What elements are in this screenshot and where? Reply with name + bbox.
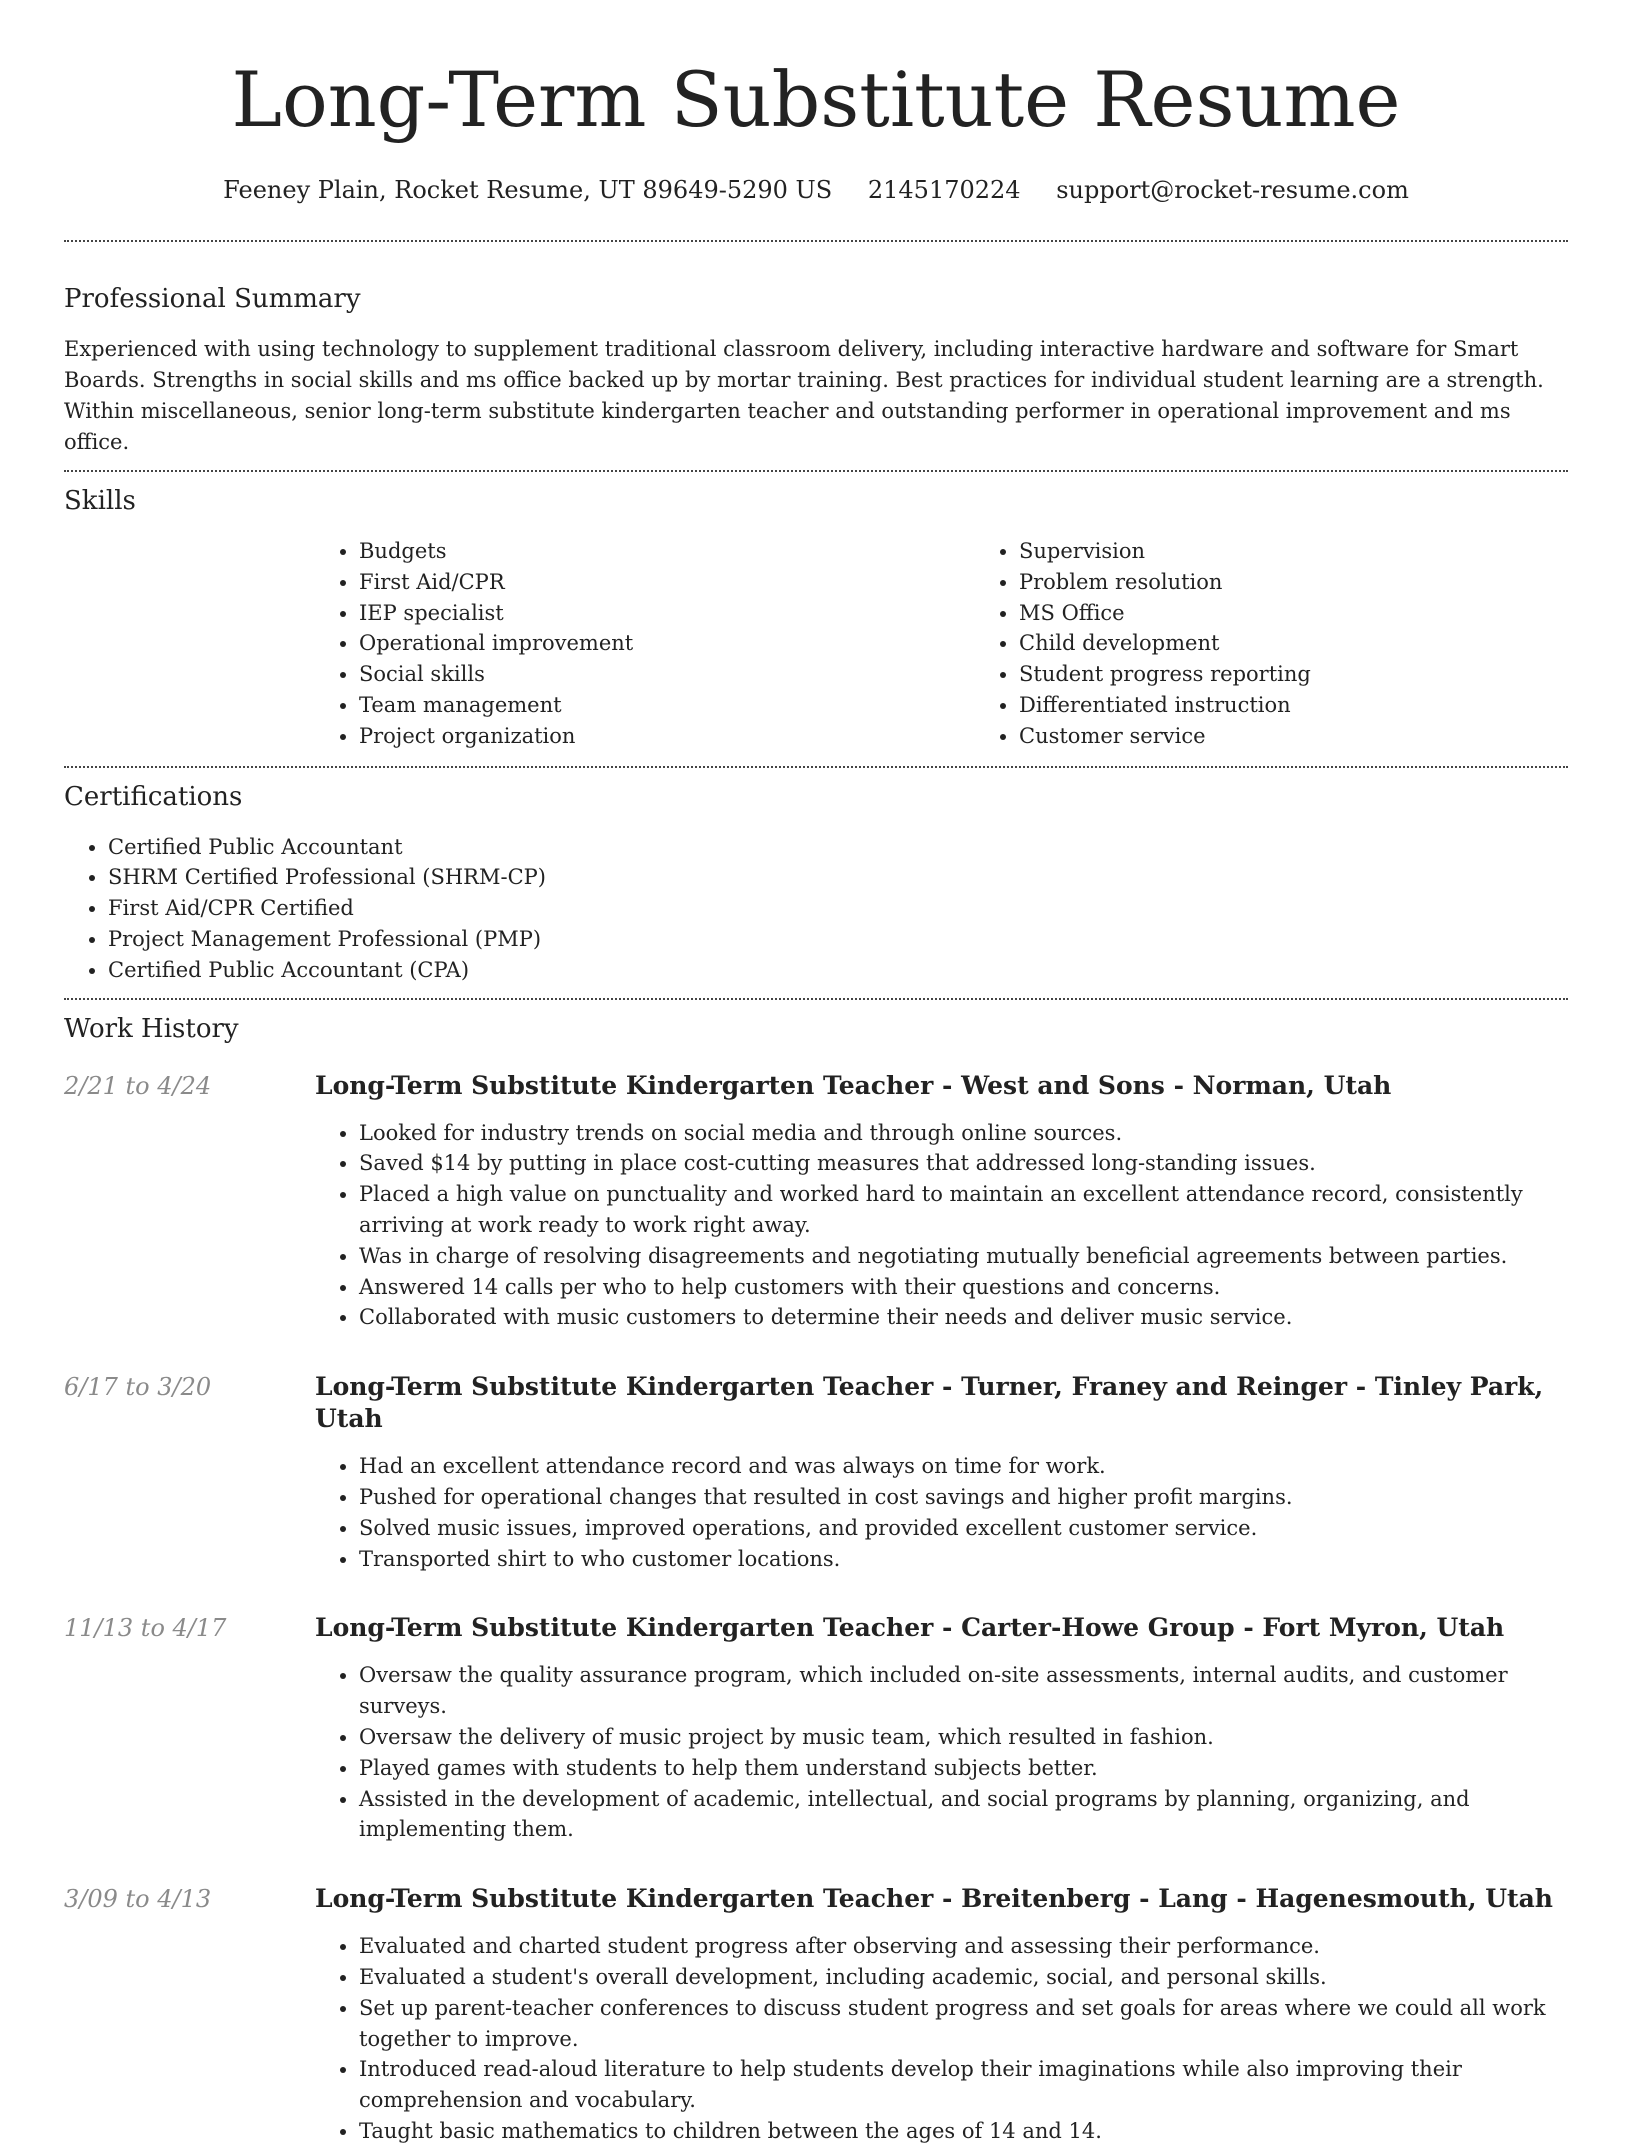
- work-history-heading: Work History: [64, 1013, 239, 1044]
- skill-item: • First Aid/CPR: [359, 567, 975, 598]
- skill-item: • Problem resolution: [1019, 567, 1632, 598]
- summary-section: [64, 282, 1568, 458]
- job-body: [315, 1612, 1568, 1845]
- job-bullets: [315, 1931, 1568, 2147]
- skill-item: • Budgets: [359, 536, 975, 567]
- job-bullet: • Transported shirt to who customer locations.: [359, 1544, 1568, 1575]
- skill-item: • Student progress reporting: [1019, 659, 1632, 690]
- skill-item: • Child development: [1019, 628, 1632, 659]
- skill-item: • IEP specialist: [359, 598, 975, 629]
- job-bullets: [315, 1451, 1568, 1574]
- certification-item: • First Aid/CPR Certified: [108, 893, 1568, 924]
- job-bullet: • Evaluated and charted student progress after observing and assessing their performance.: [359, 1931, 1568, 1962]
- skill-item: • Differentiated instruction: [1019, 690, 1632, 721]
- contact-address: Feeney Plain, Rocket Resume, UT 89649-5290 US: [223, 176, 833, 204]
- job-bullet: • Set up parent-teacher conferences to discuss student progress and set goals for areas where we could all work together to improve.: [359, 1993, 1568, 2055]
- skill-item: • Operational improvement: [359, 628, 975, 659]
- job-title: Long-Term Substitute Kindergarten Teacher - Breitenberg - Lang - Hagenesmouth, Utah: [315, 1884, 1553, 1914]
- skill-item: • MS Office: [1019, 598, 1632, 629]
- summary-heading: Professional Summary: [64, 284, 361, 314]
- section-divider: [64, 470, 1568, 472]
- job-bullet: • Oversaw the quality assurance program, which included on-site assessments, internal audits, and customer surveys.: [359, 1660, 1568, 1722]
- job-entry: [64, 1070, 1568, 1334]
- contact-info: [64, 170, 1568, 210]
- job-body: [315, 1371, 1568, 1574]
- skill-item: • Social skills: [359, 659, 975, 690]
- section-divider: [64, 998, 1568, 1000]
- skill-item: • Project organization: [359, 721, 975, 752]
- job-body: [315, 1883, 1568, 2147]
- certifications-list: [64, 832, 1568, 986]
- job-entry: [64, 1612, 1568, 1845]
- certifications-section: [64, 780, 1568, 986]
- job-body: [315, 1070, 1568, 1334]
- certification-item: • SHRM Certified Professional (SHRM-CP): [108, 862, 1568, 893]
- job-bullet: • Had an excellent attendance record and was always on time for work.: [359, 1451, 1568, 1482]
- resume-title: Long-Term Substitute Resume: [231, 55, 1401, 144]
- job-bullet: • Looked for industry trends on social media and through online sources.: [359, 1118, 1568, 1149]
- job-bullet: • Solved music issues, improved operations, and provided excellent customer service.: [359, 1513, 1568, 1544]
- skill-item: • Supervision: [1019, 536, 1632, 567]
- job-dates: 6/17 to 3/20: [64, 1373, 212, 1402]
- certifications-heading: Certifications: [64, 781, 243, 812]
- job-title: Long-Term Substitute Kindergarten Teacher - Carter-Howe Group - Fort Myron, Utah: [315, 1613, 1505, 1643]
- job-dates: 11/13 to 4/17: [64, 1614, 227, 1643]
- work-history-section: [64, 1012, 1568, 2147]
- job-dates: 2/21 to 4/24: [64, 1071, 212, 1100]
- job-bullets: [315, 1660, 1568, 1845]
- job-bullet: • Oversaw the delivery of music project by music team, which resulted in fashion.: [359, 1722, 1568, 1753]
- job-entry: [64, 1371, 1568, 1574]
- job-bullet: • Taught basic mathematics to children between the ages of 14 and 14.: [359, 2116, 1568, 2147]
- certification-item: • Project Management Professional (PMP): [108, 924, 1568, 955]
- job-bullet: • Evaluated a student's overall development, including academic, social, and personal skills.: [359, 1962, 1568, 1993]
- skills-section: [64, 484, 1568, 752]
- contact-phone: 2145170224: [867, 176, 1021, 204]
- job-bullet: • Saved $14 by putting in place cost-cutting measures that addressed long-standing issues.: [359, 1148, 1568, 1179]
- job-dates: 3/09 to 4/13: [64, 1885, 212, 1914]
- job-bullet: • Placed a high value on punctuality and worked hard to maintain an excellent attendance record, consistently arriving at work ready to work right away.: [359, 1179, 1568, 1241]
- job-bullets: [315, 1118, 1568, 1334]
- summary-text: Experienced with using technology to supplement traditional classroom delivery, including interactive hardware and software for Smart Boards. Strengths in social skills and ms office backed up by mortar training. Best practices for individual student learning are a strength. Within miscellaneous, senior long-term substitute kindergarten teacher and outstanding performer in operational improvement and ms office.: [64, 337, 1544, 454]
- job-bullet: • Assisted in the development of academic, intellectual, and social programs by planning, organizing, and implementing them.: [359, 1784, 1568, 1846]
- job-title: Long-Term Substitute Kindergarten Teacher - West and Sons - Norman, Utah: [315, 1070, 1392, 1100]
- job-bullet: • Pushed for operational changes that resulted in cost savings and higher profit margins.: [359, 1482, 1568, 1513]
- section-divider: [64, 240, 1568, 242]
- skills-heading: Skills: [64, 486, 136, 516]
- skill-item: • Customer service: [1019, 721, 1632, 752]
- skills-list-left: [315, 536, 975, 752]
- job-entry: [64, 1883, 1568, 2147]
- job-bullet: • Was in charge of resolving disagreements and negotiating mutually beneficial agreements between parties.: [359, 1241, 1568, 1272]
- job-bullet: • Played games with students to help them understand subjects better.: [359, 1753, 1568, 1784]
- job-bullet: • Introduced read-aloud literature to help students develop their imaginations while also improving their comprehension and vocabulary.: [359, 2054, 1568, 2116]
- skills-list-right: [975, 536, 1632, 752]
- certification-item: • Certified Public Accountant: [108, 832, 1568, 863]
- job-bullet: • Collaborated with music customers to determine their needs and deliver music service.: [359, 1302, 1568, 1333]
- job-title: Long-Term Substitute Kindergarten Teacher - Turner, Franey and Reinger - Tinley Park, Utah: [315, 1372, 1544, 1434]
- section-divider: [64, 766, 1568, 768]
- job-bullet: • Answered 14 calls per who to help customers with their questions and concerns.: [359, 1272, 1568, 1303]
- certification-item: • Certified Public Accountant (CPA): [108, 955, 1568, 986]
- skill-item: • Team management: [359, 690, 975, 721]
- contact-email: support@rocket-resume.com: [1056, 176, 1409, 204]
- skills-grid: [315, 536, 1568, 752]
